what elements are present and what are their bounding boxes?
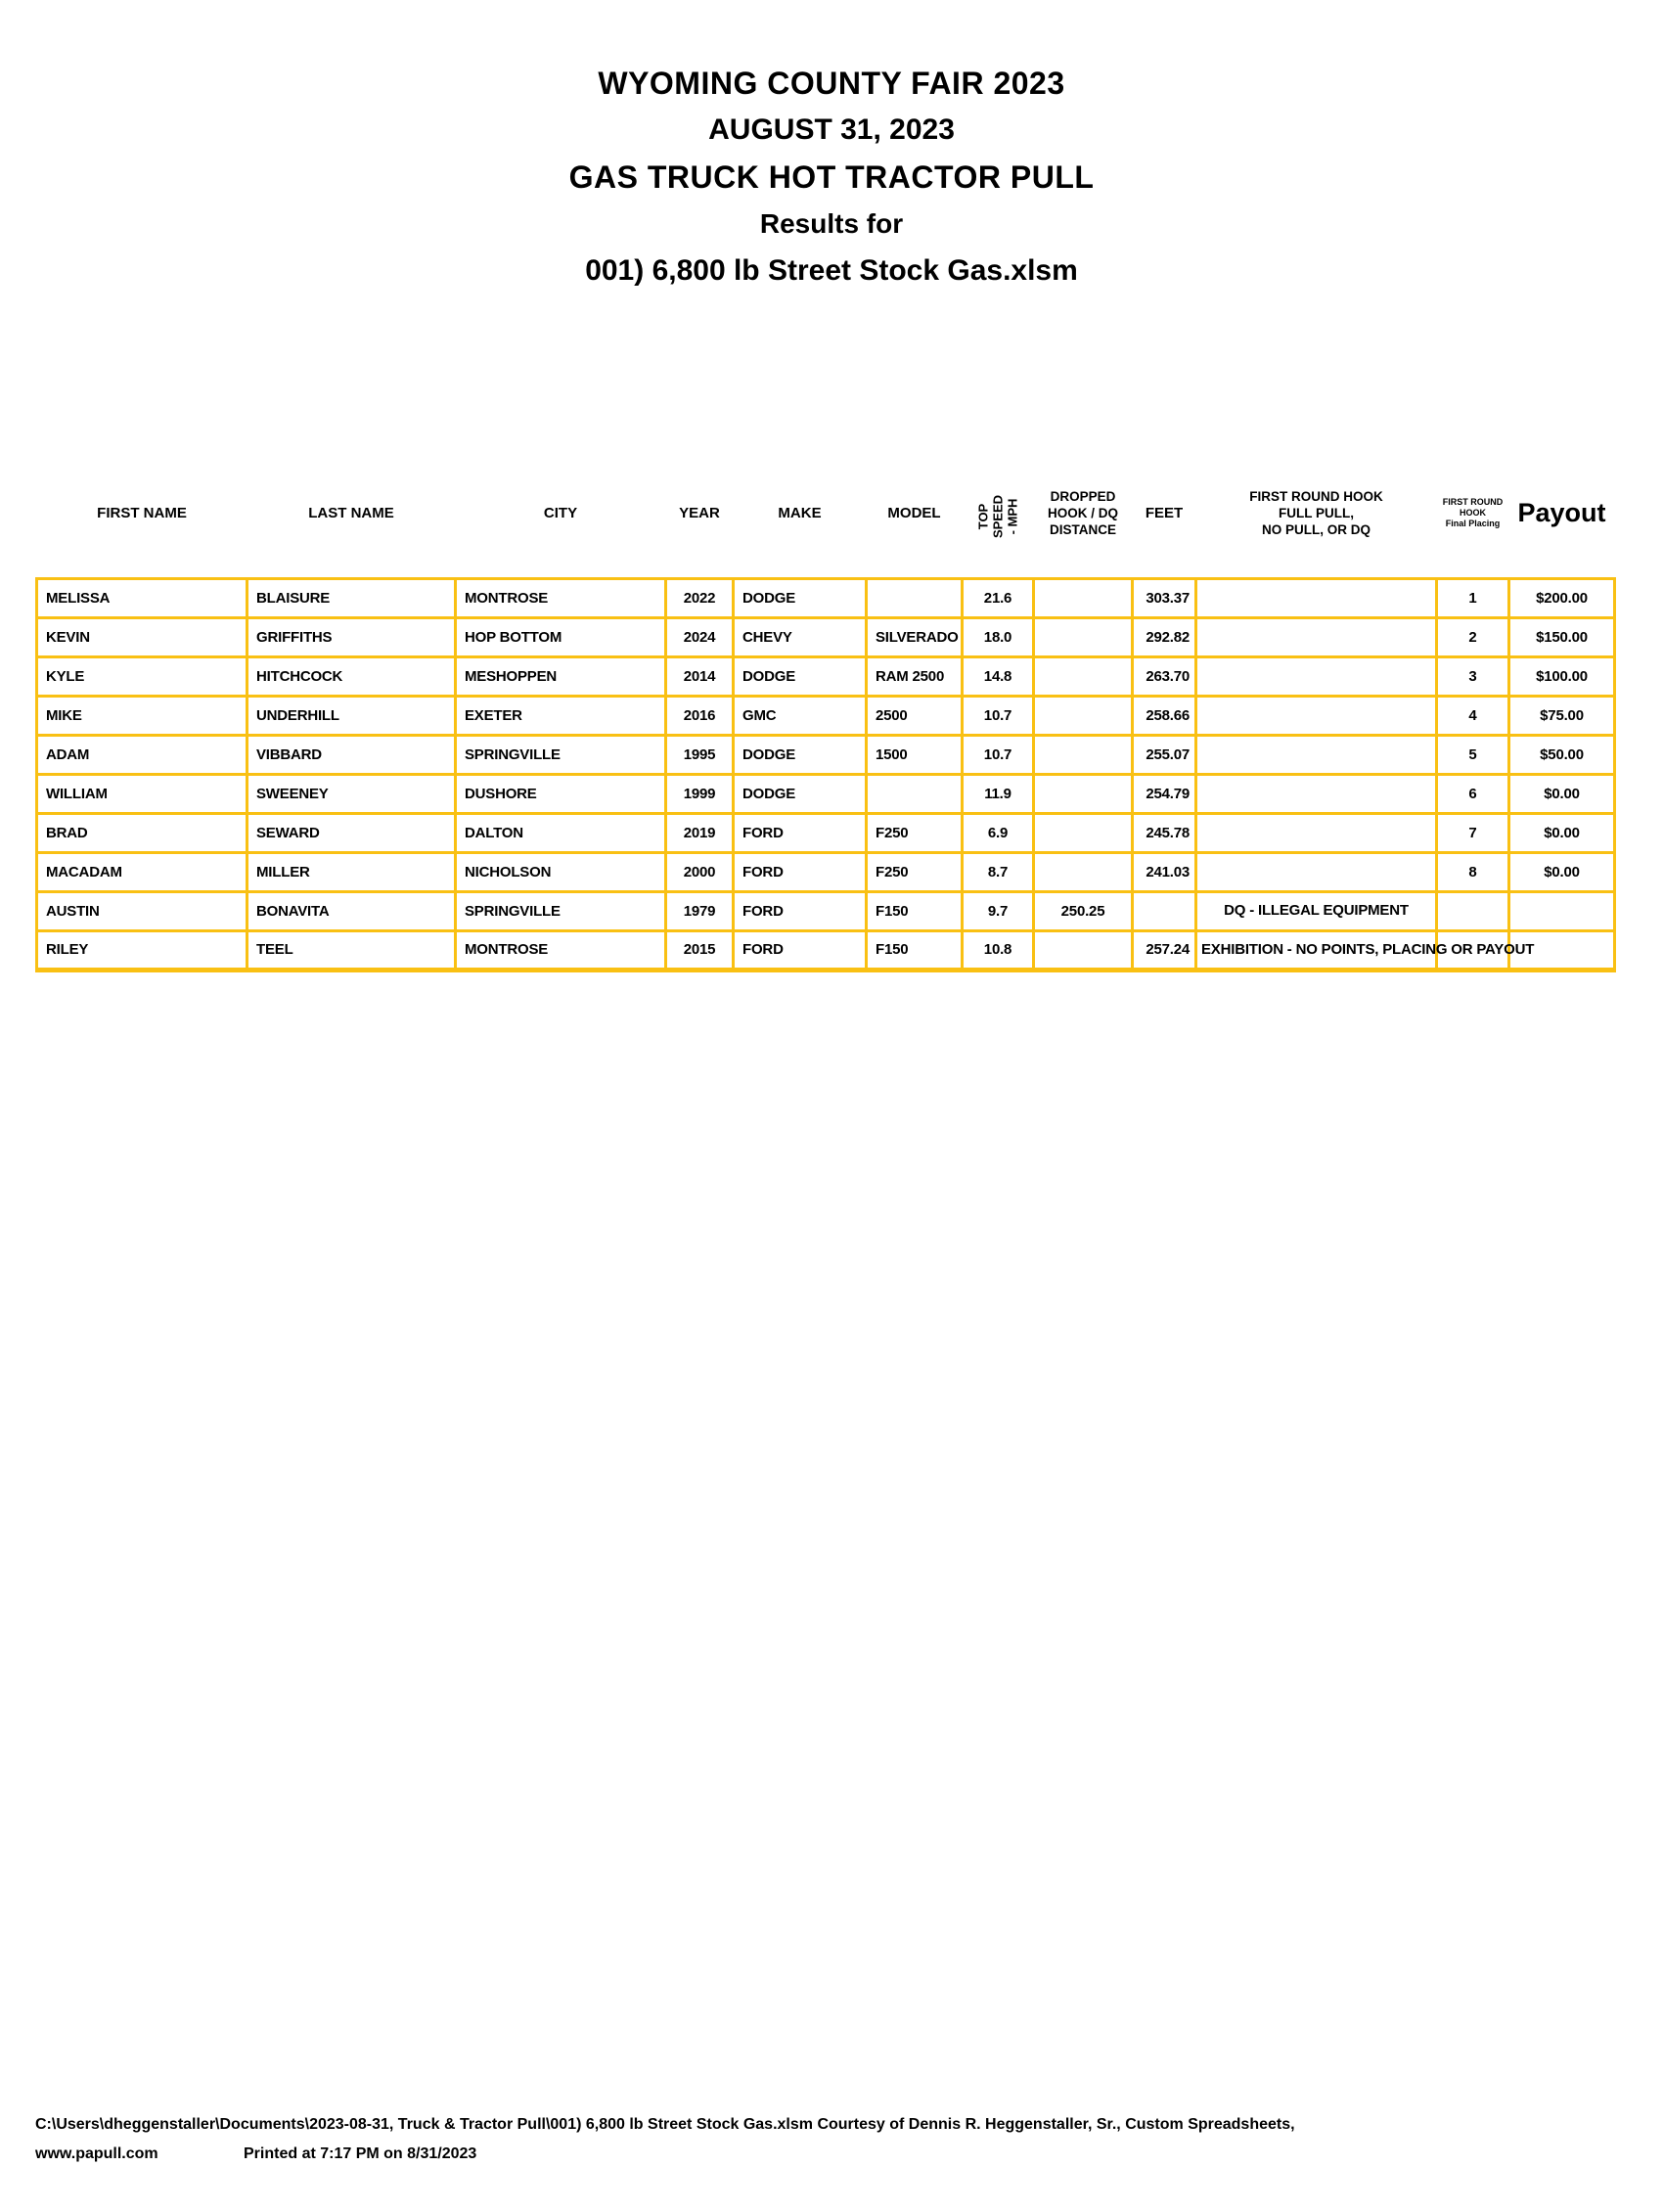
cell-first-name: ADAM [37,735,247,774]
cell-model: RAM 2500 [867,656,963,696]
cell-feet: 245.78 [1133,813,1196,852]
cell-city: SPRINGVILLE [456,735,666,774]
cell-placing: 2 [1437,617,1509,656]
col-header-first-name: FIRST NAME [97,505,187,522]
cell-city: MESHOPPEN [456,656,666,696]
col-header-top-speed [963,469,1034,578]
event-title: WYOMING COUNTY FAIR 2023 [598,66,1065,101]
cell-payout: $0.00 [1509,774,1615,813]
cell-feet: 241.03 [1133,852,1196,891]
col-header-last-name: LAST NAME [308,505,394,522]
cell-model: F150 [867,891,963,930]
table-row [37,578,1615,617]
cell-dropped [1034,696,1133,735]
table-row [37,617,1615,656]
cell-year: 2014 [666,656,734,696]
cell-model [867,774,963,813]
cell-make: FORD [734,852,867,891]
cell-first-name: MIKE [37,696,247,735]
cell-first-name: KEVIN [37,617,247,656]
col-header-first-round-hook: FIRST ROUND HOOK FULL PULL, NO PULL, OR DQ [1249,489,1383,538]
cell-first-name: WILLIAM [37,774,247,813]
col-header-payout: Payout [1517,498,1606,528]
cell-feet: 303.37 [1133,578,1196,617]
cell-feet: 254.79 [1133,774,1196,813]
cell-first-name: MACADAM [37,852,247,891]
results-label: Results for [759,208,904,239]
cell-make: FORD [734,813,867,852]
cell-first-name: KYLE [37,656,247,696]
cell-top-speed: 6.9 [963,813,1034,852]
table-row [37,696,1615,735]
results-table [35,469,1616,972]
cell-year: 2015 [666,930,734,970]
cell-last-name: SEWARD [247,813,456,852]
cell-placing: 7 [1437,813,1509,852]
cell-placing [1437,891,1509,930]
cell-top-speed: 21.6 [963,578,1034,617]
cell-city: DALTON [456,813,666,852]
cell-last-name: GRIFFITHS [247,617,456,656]
cell-dropped [1034,617,1133,656]
table-row [37,735,1615,774]
results-table-wrap [35,469,1613,972]
cell-last-name: BONAVITA [247,891,456,930]
cell-year: 1979 [666,891,734,930]
cell-city: EXETER [456,696,666,735]
cell-model: 1500 [867,735,963,774]
top-speed-vertical-label: TOP SPEED - MPH [975,494,1020,538]
col-header-model: MODEL [887,505,941,522]
table-header-row [37,469,1615,578]
cell-last-name: SWEENEY [247,774,456,813]
table-row [37,891,1615,930]
cell-year: 2016 [666,696,734,735]
cell-first-round [1196,578,1437,617]
cell-first-round [1196,656,1437,696]
cell-year: 2019 [666,813,734,852]
cell-first-name: BRAD [37,813,247,852]
cell-city: MONTROSE [456,930,666,970]
cell-make: GMC [734,696,867,735]
cell-last-name: MILLER [247,852,456,891]
cell-first-round [1196,852,1437,891]
cell-city: NICHOLSON [456,852,666,891]
cell-payout: $150.00 [1509,617,1615,656]
cell-first-round [1196,735,1437,774]
cell-top-speed: 18.0 [963,617,1034,656]
event-category: GAS TRUCK HOT TRACTOR PULL [568,159,1095,195]
cell-make: FORD [734,930,867,970]
cell-dropped [1034,852,1133,891]
cell-dropped [1034,578,1133,617]
cell-top-speed: 10.8 [963,930,1034,970]
cell-top-speed: 10.7 [963,735,1034,774]
cell-top-speed: 10.7 [963,696,1034,735]
cell-first-round: DQ - ILLEGAL EQUIPMENT [1196,891,1437,930]
cell-feet: 292.82 [1133,617,1196,656]
cell-year: 1999 [666,774,734,813]
cell-feet: 257.24 [1133,930,1196,970]
cell-dropped [1034,735,1133,774]
cell-make: DODGE [734,735,867,774]
cell-last-name: BLAISURE [247,578,456,617]
col-header-dropped-hook: DROPPED HOOK / DQ DISTANCE [1047,489,1118,538]
cell-city: MONTROSE [456,578,666,617]
col-header-make: MAKE [778,505,822,522]
cell-placing: 6 [1437,774,1509,813]
cell-dropped [1034,656,1133,696]
cell-payout [1509,891,1615,930]
cell-city: HOP BOTTOM [456,617,666,656]
cell-placing: 3 [1437,656,1509,696]
cell-model: F250 [867,852,963,891]
footer-line2 [35,2140,1630,2169]
cell-city: DUSHORE [456,774,666,813]
cell-year: 2022 [666,578,734,617]
cell-payout: $200.00 [1509,578,1615,617]
cell-top-speed: 9.7 [963,891,1034,930]
cell-first-name: MELISSA [37,578,247,617]
event-date: AUGUST 31, 2023 [708,113,955,146]
cell-dropped: 250.25 [1034,891,1133,930]
col-header-year: YEAR [679,505,720,522]
cell-top-speed: 8.7 [963,852,1034,891]
footer-file-path: C:\Users\dheggenstaller\Documents\2023-08-31, Truck & Tractor Pull\001) 6,800 lb Street Stock Gas.xlsm Courtesy of Dennis R. Heggenstaller, Sr., Custom Spreadsheets, [35,2116,1295,2133]
cell-make: DODGE [734,656,867,696]
cell-first-round [1196,813,1437,852]
cell-last-name: UNDERHILL [247,696,456,735]
cell-model: SILVERADO [867,617,963,656]
cell-city: SPRINGVILLE [456,891,666,930]
cell-last-name: TEEL [247,930,456,970]
title-block [0,60,1663,294]
col-header-feet: FEET [1145,505,1184,522]
footer [35,2110,1630,2169]
cell-placing: 1 [1437,578,1509,617]
col-header-city: CITY [543,505,578,522]
cell-placing: 5 [1437,735,1509,774]
cell-feet: 258.66 [1133,696,1196,735]
table-row [37,774,1615,813]
cell-make: CHEVY [734,617,867,656]
cell-year: 2024 [666,617,734,656]
cell-make: FORD [734,891,867,930]
cell-feet: 255.07 [1133,735,1196,774]
table-row [37,813,1615,852]
cell-last-name: HITCHCOCK [247,656,456,696]
cell-top-speed: 14.8 [963,656,1034,696]
cell-payout: $50.00 [1509,735,1615,774]
footer-printed-timestamp: Printed at 7:17 PM on 8/31/2023 [244,2145,477,2162]
cell-model: 2500 [867,696,963,735]
table-row [37,930,1615,970]
cell-feet: 263.70 [1133,656,1196,696]
cell-payout: $75.00 [1509,696,1615,735]
cell-dropped [1034,930,1133,970]
cell-feet [1133,891,1196,930]
cell-year: 2000 [666,852,734,891]
cell-first-round [1196,696,1437,735]
cell-payout: $0.00 [1509,852,1615,891]
cell-first-round [1196,617,1437,656]
table-row [37,852,1615,891]
cell-first-name: RILEY [37,930,247,970]
cell-model: F150 [867,930,963,970]
cell-placing: 8 [1437,852,1509,891]
class-file-name: 001) 6,800 lb Street Stock Gas.xlsm [585,254,1078,287]
cell-first-name: AUSTIN [37,891,247,930]
cell-dropped [1034,774,1133,813]
cell-make: DODGE [734,578,867,617]
cell-placing: 4 [1437,696,1509,735]
cell-model: F250 [867,813,963,852]
cell-payout: $0.00 [1509,813,1615,852]
cell-make: DODGE [734,774,867,813]
cell-top-speed: 11.9 [963,774,1034,813]
cell-year: 1995 [666,735,734,774]
cell-payout: $100.00 [1509,656,1615,696]
cell-model [867,578,963,617]
footer-website: www.papull.com [35,2145,158,2162]
table-row [37,656,1615,696]
cell-dropped [1034,813,1133,852]
col-header-final-placing: FIRST ROUND HOOK Final Placing [1442,497,1504,529]
cell-first-round: EXHIBITION - NO POINTS, PLACING OR PAYOUT [1196,930,1437,970]
cell-last-name: VIBBARD [247,735,456,774]
cell-first-round [1196,774,1437,813]
